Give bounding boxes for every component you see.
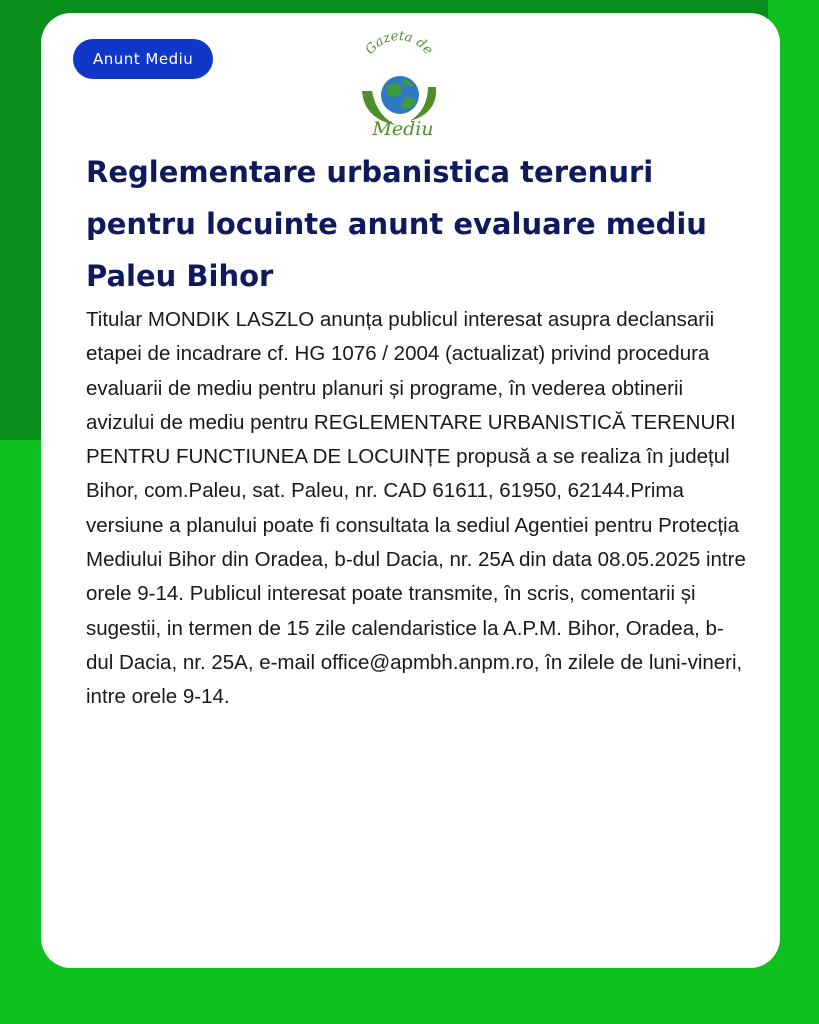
announcement-title: Reglementare urbanistica terenuri pentru locuinte anunt evaluare mediu Paleu Bihor xyxy=(86,155,707,293)
gazeta-de-mediu-logo xyxy=(354,29,444,139)
category-badge[interactable]: Anunt Mediu xyxy=(73,39,213,79)
logo-graphic xyxy=(354,29,444,139)
announcement-body: Titular MONDIK LASZLO anunța publicul interesat asupra declansarii etapei de incadrare cf. HG 1076 / 2004 (actualizat) privind procedura evaluarii de mediu pentru planuri și programe, în vederea obtinerii avizului de mediu pentru REGLEMENTARE URBANISTICĂ TERENURI PENTRU FUNCTIUNEA DE LOCUINȚE propusă a se realiza în județul Bihor, com.Paleu, sat. Paleu, nr. CAD 61611, 61950, 62144.Prima versiune a planului poate fi consultata la sediul Agentiei pentru Protecția Mediului Bihor din Oradea, b-dul Dacia, nr. 25A din data 08.05.2025 intre orele 9-14. Publicul interesat poate transmite, în scris, comentarii și sugestii, in termen de 15 zile calendaristice la A.P.M. Bihor, Oradea, b-dul Dacia, nr. 25A, e-mail office@apmbh.anpm.ro, în zilele de luni-vineri, intre orele 9-14. xyxy=(86,308,746,709)
logo-top-text: Gazeta de xyxy=(362,29,436,58)
announcement-card xyxy=(41,13,780,968)
logo-bottom-text: Mediu xyxy=(372,118,434,139)
earth-globe-icon xyxy=(381,76,419,114)
